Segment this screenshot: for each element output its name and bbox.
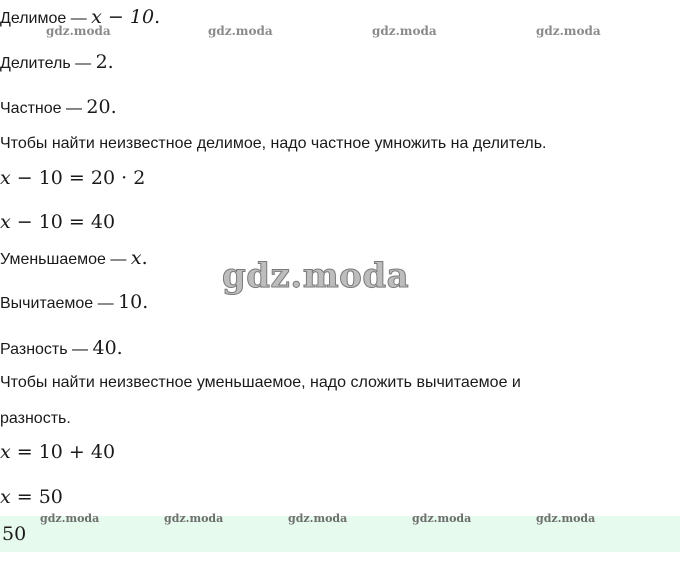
watermark-text: gdz.moda [208, 24, 273, 38]
equation-1 [0, 168, 145, 188]
watermark-large: gdz.moda [222, 256, 410, 296]
minuend-line: Уменьшаемое — x. [0, 247, 148, 269]
watermark-text: gdz.moda [372, 24, 437, 38]
watermark-text: gdz.moda [412, 512, 472, 525]
divisor-line: Делитель — 2. [0, 51, 114, 73]
equation-rest: − 10 = 20 · 2 [10, 167, 146, 189]
rule-minuend-2: разность. [0, 410, 71, 427]
equation-3 [0, 442, 115, 462]
minuend-label: Уменьшаемое — [0, 251, 131, 268]
equation-variable: x [0, 167, 11, 189]
equation-variable: x [0, 211, 11, 233]
dividend-expression: x − 10 [91, 6, 155, 28]
watermark-text: gdz.moda [536, 24, 601, 38]
equation-variable: x [0, 441, 11, 463]
watermark-text: gdz.moda [40, 512, 100, 525]
rule-dividend: Чтобы найти неизвестное делимое, надо частное умножить на делитель. [0, 135, 547, 152]
difference-line: Разность — 40. [0, 337, 123, 359]
subtrahend-label: Вычитаемое — [0, 295, 119, 312]
equation-rest: = 50 [10, 486, 63, 508]
divisor-value: 2 [95, 51, 108, 73]
equation-rest: = 10 + 40 [10, 441, 116, 463]
rule-minuend-1: Чтобы найти неизвестное уменьшаемое, надо сложить вычитаемое и [0, 374, 521, 391]
dividend-label: Делимое — [0, 10, 92, 27]
subtrahend-value: 10 [118, 291, 143, 313]
equation-variable: x [0, 486, 11, 508]
watermark-text: gdz.moda [288, 512, 348, 525]
minuend-variable: x [130, 247, 142, 269]
difference-label: Разность — [0, 341, 93, 358]
difference-value: 40 [92, 337, 117, 359]
equation-4 [0, 487, 63, 507]
answer-value: 50 [2, 523, 27, 545]
watermark-text: gdz.moda [536, 512, 596, 525]
equation-rest: − 10 = 40 [10, 211, 116, 233]
dividend-line: Делимое — x − 10. [0, 6, 161, 28]
watermark-text: gdz.moda [46, 24, 111, 38]
quotient-line: Частное — 20. [0, 96, 117, 118]
divisor-label: Делитель — [0, 55, 96, 72]
subtrahend-line: Вычитаемое — 10. [0, 291, 149, 313]
quotient-value: 20 [86, 96, 111, 118]
quotient-label: Частное — [0, 100, 87, 117]
equation-2 [0, 212, 115, 232]
watermark-text: gdz.moda [164, 512, 224, 525]
